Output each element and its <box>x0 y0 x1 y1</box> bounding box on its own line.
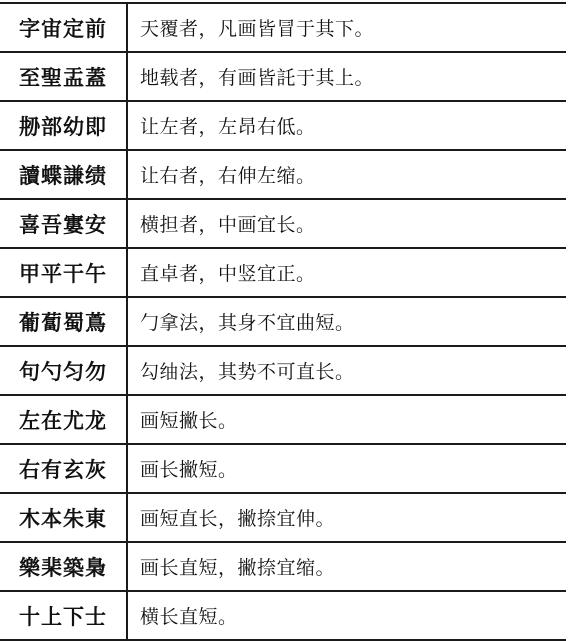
example-characters: 甲平干午 <box>0 249 128 296</box>
rule-text: 横长直短。 <box>140 606 238 628</box>
rule-text: 横担者，中画宜长。 <box>140 214 316 236</box>
example-characters: 喜吾寠安 <box>0 200 128 247</box>
table-row <box>0 396 566 445</box>
rule-text: 画短撇长。 <box>140 410 238 432</box>
table-row <box>0 249 566 298</box>
example-characters: 右有玄灰 <box>0 445 128 492</box>
example-characters: 十上下士 <box>0 592 128 639</box>
rule-text: 天覆者，凡画皆冒于其下。 <box>140 18 375 40</box>
table-row <box>0 347 566 396</box>
rule-text: 地载者，有画皆託于其上。 <box>140 67 375 89</box>
rule-text: 勹拿法，其身不宜曲短。 <box>140 312 355 334</box>
rule-text: 画长撇短。 <box>140 459 238 481</box>
example-characters: 樂棐築梟 <box>0 543 128 590</box>
rule-text: 画短直长，撇捺宜伸。 <box>140 508 336 530</box>
calligraphy-rules-table <box>0 2 566 641</box>
example-characters: 讀蝶謙绩 <box>0 151 128 198</box>
example-characters: 字宙定前 <box>0 4 128 51</box>
table-row <box>0 592 566 641</box>
table-row <box>0 494 566 543</box>
table-row <box>0 53 566 102</box>
table-row <box>0 151 566 200</box>
rule-text: 画长直短，撇捺宜缩。 <box>140 557 336 579</box>
rule-text: 让左者，左昂右低。 <box>140 116 316 138</box>
example-characters: 刱部幼即 <box>0 102 128 149</box>
table-row <box>0 298 566 347</box>
example-characters: 木本朱東 <box>0 494 128 541</box>
table-row <box>0 200 566 249</box>
example-characters: 至聖盂蓋 <box>0 53 128 100</box>
table-row <box>0 445 566 494</box>
rule-text: 让右者，右伸左缩。 <box>140 165 316 187</box>
rule-text: 勾䌷法，其势不可直长。 <box>140 361 355 383</box>
rule-text: 直卓者，中竖宜正。 <box>140 263 316 285</box>
example-characters: 葡蔔蜀蔦 <box>0 298 128 345</box>
table-row <box>0 2 566 53</box>
example-characters: 左在尤龙 <box>0 396 128 443</box>
table-row <box>0 543 566 592</box>
example-characters: 句勺匀勿 <box>0 347 128 394</box>
table-row <box>0 102 566 151</box>
